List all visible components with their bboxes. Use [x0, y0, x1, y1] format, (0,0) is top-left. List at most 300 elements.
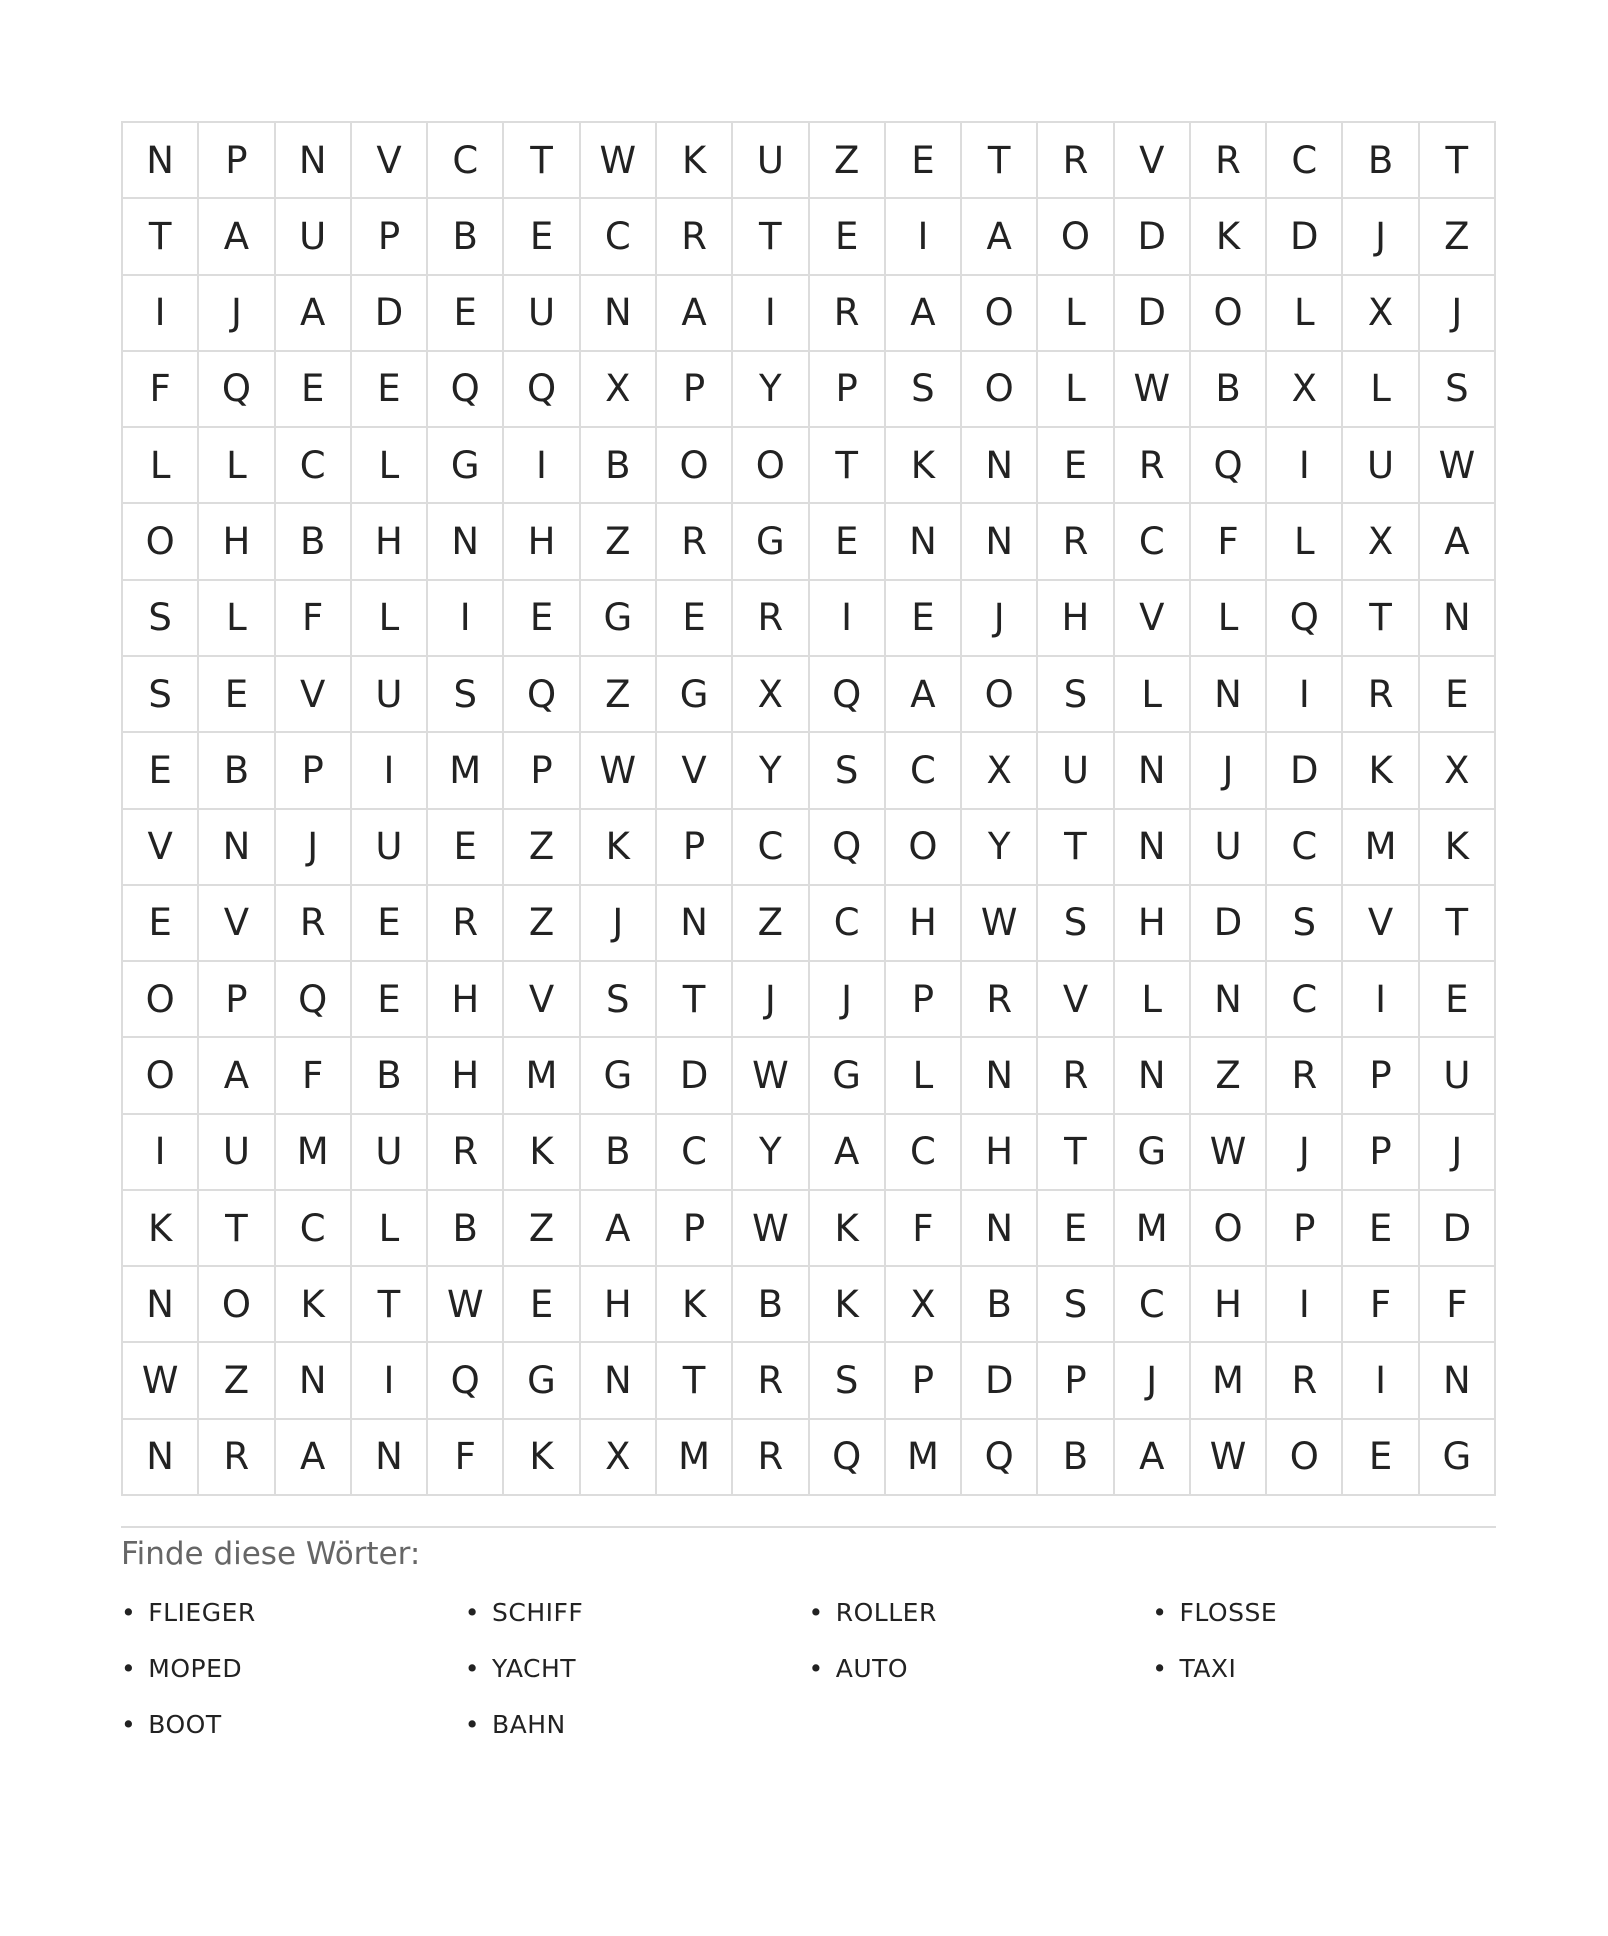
- grid-cell[interactable]: C: [886, 1115, 962, 1191]
- grid-cell[interactable]: P: [199, 962, 275, 1038]
- grid-cell[interactable]: S: [1038, 886, 1114, 962]
- grid-cell[interactable]: R: [657, 504, 733, 580]
- grid-cell[interactable]: A: [886, 657, 962, 733]
- grid-cell[interactable]: L: [886, 1038, 962, 1114]
- grid-cell[interactable]: X: [962, 733, 1038, 809]
- grid-cell[interactable]: G: [428, 428, 504, 504]
- grid-cell[interactable]: E: [123, 733, 199, 809]
- grid-cell[interactable]: H: [504, 504, 580, 580]
- grid-cell[interactable]: K: [1343, 733, 1419, 809]
- grid-cell[interactable]: T: [657, 1343, 733, 1419]
- grid-cell[interactable]: L: [1267, 504, 1343, 580]
- grid-cell[interactable]: Q: [810, 1420, 886, 1496]
- grid-cell[interactable]: A: [810, 1115, 886, 1191]
- grid-cell[interactable]: K: [657, 123, 733, 199]
- grid-cell[interactable]: R: [1038, 1038, 1114, 1114]
- grid-cell[interactable]: R: [733, 1343, 809, 1419]
- grid-cell[interactable]: Y: [733, 1115, 809, 1191]
- grid-cell[interactable]: M: [886, 1420, 962, 1496]
- grid-cell[interactable]: D: [1115, 276, 1191, 352]
- grid-cell[interactable]: C: [276, 1191, 352, 1267]
- grid-cell[interactable]: P: [657, 1191, 733, 1267]
- grid-cell[interactable]: T: [810, 428, 886, 504]
- grid-cell[interactable]: W: [733, 1038, 809, 1114]
- grid-cell[interactable]: H: [428, 962, 504, 1038]
- grid-cell[interactable]: M: [428, 733, 504, 809]
- grid-cell[interactable]: I: [504, 428, 580, 504]
- grid-cell[interactable]: P: [352, 199, 428, 275]
- grid-cell[interactable]: R: [199, 1420, 275, 1496]
- grid-cell[interactable]: U: [352, 657, 428, 733]
- grid-cell[interactable]: S: [428, 657, 504, 733]
- grid-cell[interactable]: E: [276, 352, 352, 428]
- grid-cell[interactable]: O: [886, 810, 962, 886]
- grid-cell[interactable]: M: [1191, 1343, 1267, 1419]
- grid-cell[interactable]: B: [352, 1038, 428, 1114]
- grid-cell[interactable]: R: [962, 962, 1038, 1038]
- grid-cell[interactable]: W: [1420, 428, 1496, 504]
- grid-cell[interactable]: S: [123, 581, 199, 657]
- grid-cell[interactable]: E: [352, 962, 428, 1038]
- grid-cell[interactable]: U: [352, 1115, 428, 1191]
- grid-cell[interactable]: J: [1191, 733, 1267, 809]
- grid-cell[interactable]: C: [428, 123, 504, 199]
- grid-cell[interactable]: D: [1191, 886, 1267, 962]
- grid-cell[interactable]: M: [504, 1038, 580, 1114]
- grid-cell[interactable]: A: [962, 199, 1038, 275]
- grid-cell[interactable]: E: [428, 276, 504, 352]
- grid-cell[interactable]: F: [1420, 1267, 1496, 1343]
- grid-cell[interactable]: W: [581, 123, 657, 199]
- grid-cell[interactable]: E: [1038, 1191, 1114, 1267]
- grid-cell[interactable]: I: [1267, 1267, 1343, 1343]
- grid-cell[interactable]: V: [504, 962, 580, 1038]
- grid-cell[interactable]: U: [1420, 1038, 1496, 1114]
- grid-cell[interactable]: G: [657, 657, 733, 733]
- grid-cell[interactable]: P: [276, 733, 352, 809]
- grid-cell[interactable]: L: [1115, 657, 1191, 733]
- grid-cell[interactable]: X: [1343, 276, 1419, 352]
- grid-cell[interactable]: W: [581, 733, 657, 809]
- grid-cell[interactable]: L: [1343, 352, 1419, 428]
- grid-cell[interactable]: O: [123, 962, 199, 1038]
- grid-cell[interactable]: N: [581, 1343, 657, 1419]
- grid-cell[interactable]: C: [276, 428, 352, 504]
- grid-cell[interactable]: I: [123, 276, 199, 352]
- grid-cell[interactable]: M: [1115, 1191, 1191, 1267]
- grid-cell[interactable]: R: [276, 886, 352, 962]
- grid-cell[interactable]: T: [504, 123, 580, 199]
- grid-cell[interactable]: O: [1191, 276, 1267, 352]
- grid-cell[interactable]: J: [1420, 1115, 1496, 1191]
- grid-cell[interactable]: I: [352, 733, 428, 809]
- grid-cell[interactable]: U: [1191, 810, 1267, 886]
- grid-cell[interactable]: J: [1420, 276, 1496, 352]
- grid-cell[interactable]: O: [1191, 1191, 1267, 1267]
- grid-cell[interactable]: R: [1343, 657, 1419, 733]
- grid-cell[interactable]: K: [504, 1420, 580, 1496]
- grid-cell[interactable]: N: [1191, 657, 1267, 733]
- grid-cell[interactable]: X: [886, 1267, 962, 1343]
- grid-cell[interactable]: O: [199, 1267, 275, 1343]
- grid-cell[interactable]: H: [428, 1038, 504, 1114]
- grid-cell[interactable]: P: [1267, 1191, 1343, 1267]
- grid-cell[interactable]: J: [581, 886, 657, 962]
- grid-cell[interactable]: I: [123, 1115, 199, 1191]
- grid-cell[interactable]: B: [733, 1267, 809, 1343]
- grid-cell[interactable]: M: [657, 1420, 733, 1496]
- grid-cell[interactable]: U: [733, 123, 809, 199]
- grid-cell[interactable]: Z: [504, 810, 580, 886]
- grid-cell[interactable]: I: [1343, 1343, 1419, 1419]
- grid-cell[interactable]: D: [962, 1343, 1038, 1419]
- grid-cell[interactable]: V: [352, 123, 428, 199]
- grid-cell[interactable]: L: [352, 581, 428, 657]
- grid-cell[interactable]: K: [123, 1191, 199, 1267]
- grid-cell[interactable]: N: [276, 1343, 352, 1419]
- grid-cell[interactable]: S: [886, 352, 962, 428]
- grid-cell[interactable]: X: [581, 352, 657, 428]
- grid-cell[interactable]: L: [352, 428, 428, 504]
- grid-cell[interactable]: H: [962, 1115, 1038, 1191]
- grid-cell[interactable]: O: [962, 276, 1038, 352]
- grid-cell[interactable]: W: [1191, 1420, 1267, 1496]
- grid-cell[interactable]: J: [1343, 199, 1419, 275]
- grid-cell[interactable]: W: [962, 886, 1038, 962]
- grid-cell[interactable]: S: [1267, 886, 1343, 962]
- grid-cell[interactable]: V: [199, 886, 275, 962]
- grid-cell[interactable]: N: [581, 276, 657, 352]
- grid-cell[interactable]: B: [199, 733, 275, 809]
- grid-cell[interactable]: T: [1038, 1115, 1114, 1191]
- grid-cell[interactable]: E: [1420, 962, 1496, 1038]
- grid-cell[interactable]: Q: [428, 352, 504, 428]
- grid-cell[interactable]: W: [1191, 1115, 1267, 1191]
- grid-cell[interactable]: V: [1038, 962, 1114, 1038]
- grid-cell[interactable]: G: [581, 581, 657, 657]
- grid-cell[interactable]: B: [581, 428, 657, 504]
- grid-cell[interactable]: J: [276, 810, 352, 886]
- grid-cell[interactable]: T: [1343, 581, 1419, 657]
- grid-cell[interactable]: H: [581, 1267, 657, 1343]
- grid-cell[interactable]: U: [504, 276, 580, 352]
- grid-cell[interactable]: A: [886, 276, 962, 352]
- grid-cell[interactable]: Q: [504, 657, 580, 733]
- grid-cell[interactable]: T: [1038, 810, 1114, 886]
- grid-cell[interactable]: L: [1038, 276, 1114, 352]
- grid-cell[interactable]: E: [352, 352, 428, 428]
- grid-cell[interactable]: G: [810, 1038, 886, 1114]
- grid-cell[interactable]: P: [1343, 1038, 1419, 1114]
- grid-cell[interactable]: X: [1420, 733, 1496, 809]
- grid-cell[interactable]: T: [123, 199, 199, 275]
- grid-cell[interactable]: K: [1191, 199, 1267, 275]
- grid-cell[interactable]: P: [810, 352, 886, 428]
- grid-cell[interactable]: K: [581, 810, 657, 886]
- grid-cell[interactable]: Q: [1191, 428, 1267, 504]
- grid-cell[interactable]: N: [123, 1420, 199, 1496]
- grid-cell[interactable]: I: [810, 581, 886, 657]
- grid-cell[interactable]: N: [1420, 1343, 1496, 1419]
- grid-cell[interactable]: H: [1191, 1267, 1267, 1343]
- grid-cell[interactable]: N: [428, 504, 504, 580]
- grid-cell[interactable]: O: [123, 504, 199, 580]
- grid-cell[interactable]: I: [1267, 428, 1343, 504]
- grid-cell[interactable]: W: [733, 1191, 809, 1267]
- grid-cell[interactable]: L: [123, 428, 199, 504]
- grid-cell[interactable]: A: [276, 276, 352, 352]
- grid-cell[interactable]: F: [276, 581, 352, 657]
- grid-cell[interactable]: A: [276, 1420, 352, 1496]
- grid-cell[interactable]: Q: [428, 1343, 504, 1419]
- grid-cell[interactable]: C: [810, 886, 886, 962]
- grid-cell[interactable]: N: [1420, 581, 1496, 657]
- grid-cell[interactable]: N: [657, 886, 733, 962]
- grid-cell[interactable]: E: [1420, 657, 1496, 733]
- grid-cell[interactable]: L: [1191, 581, 1267, 657]
- grid-cell[interactable]: E: [352, 886, 428, 962]
- grid-cell[interactable]: D: [1267, 199, 1343, 275]
- grid-cell[interactable]: I: [352, 1343, 428, 1419]
- grid-cell[interactable]: A: [1115, 1420, 1191, 1496]
- grid-cell[interactable]: N: [962, 1038, 1038, 1114]
- grid-cell[interactable]: J: [962, 581, 1038, 657]
- grid-cell[interactable]: Q: [504, 352, 580, 428]
- grid-cell[interactable]: Q: [962, 1420, 1038, 1496]
- grid-cell[interactable]: B: [428, 1191, 504, 1267]
- grid-cell[interactable]: H: [352, 504, 428, 580]
- grid-cell[interactable]: I: [886, 199, 962, 275]
- grid-cell[interactable]: S: [810, 1343, 886, 1419]
- grid-cell[interactable]: E: [504, 1267, 580, 1343]
- grid-cell[interactable]: P: [199, 123, 275, 199]
- grid-cell[interactable]: V: [1343, 886, 1419, 962]
- grid-cell[interactable]: E: [810, 199, 886, 275]
- grid-cell[interactable]: U: [1343, 428, 1419, 504]
- grid-cell[interactable]: C: [733, 810, 809, 886]
- grid-cell[interactable]: R: [1038, 504, 1114, 580]
- grid-cell[interactable]: M: [1343, 810, 1419, 886]
- grid-cell[interactable]: K: [276, 1267, 352, 1343]
- grid-cell[interactable]: X: [1343, 504, 1419, 580]
- grid-cell[interactable]: S: [123, 657, 199, 733]
- grid-cell[interactable]: K: [886, 428, 962, 504]
- grid-cell[interactable]: T: [733, 199, 809, 275]
- grid-cell[interactable]: T: [1420, 886, 1496, 962]
- grid-cell[interactable]: C: [1267, 810, 1343, 886]
- grid-cell[interactable]: B: [962, 1267, 1038, 1343]
- grid-cell[interactable]: R: [428, 1115, 504, 1191]
- grid-cell[interactable]: B: [276, 504, 352, 580]
- grid-cell[interactable]: T: [199, 1191, 275, 1267]
- grid-cell[interactable]: I: [733, 276, 809, 352]
- grid-cell[interactable]: Y: [733, 352, 809, 428]
- grid-cell[interactable]: N: [276, 123, 352, 199]
- grid-cell[interactable]: P: [657, 810, 733, 886]
- grid-cell[interactable]: R: [428, 886, 504, 962]
- grid-cell[interactable]: U: [352, 810, 428, 886]
- grid-cell[interactable]: R: [810, 276, 886, 352]
- grid-cell[interactable]: Q: [199, 352, 275, 428]
- grid-cell[interactable]: Q: [276, 962, 352, 1038]
- grid-cell[interactable]: G: [733, 504, 809, 580]
- grid-cell[interactable]: P: [504, 733, 580, 809]
- grid-cell[interactable]: N: [123, 1267, 199, 1343]
- grid-cell[interactable]: O: [657, 428, 733, 504]
- grid-cell[interactable]: V: [1115, 123, 1191, 199]
- grid-cell[interactable]: O: [1038, 199, 1114, 275]
- grid-cell[interactable]: Q: [810, 657, 886, 733]
- grid-cell[interactable]: G: [504, 1343, 580, 1419]
- grid-cell[interactable]: U: [276, 199, 352, 275]
- grid-cell[interactable]: X: [733, 657, 809, 733]
- grid-cell[interactable]: N: [962, 1191, 1038, 1267]
- grid-cell[interactable]: P: [886, 1343, 962, 1419]
- grid-cell[interactable]: P: [1343, 1115, 1419, 1191]
- grid-cell[interactable]: N: [1115, 1038, 1191, 1114]
- grid-cell[interactable]: Z: [581, 657, 657, 733]
- grid-cell[interactable]: E: [1343, 1191, 1419, 1267]
- grid-cell[interactable]: W: [123, 1343, 199, 1419]
- grid-cell[interactable]: Q: [810, 810, 886, 886]
- grid-cell[interactable]: G: [1115, 1115, 1191, 1191]
- grid-cell[interactable]: B: [1191, 352, 1267, 428]
- grid-cell[interactable]: Z: [504, 1191, 580, 1267]
- grid-cell[interactable]: S: [1038, 1267, 1114, 1343]
- grid-cell[interactable]: C: [1267, 962, 1343, 1038]
- grid-cell[interactable]: V: [1115, 581, 1191, 657]
- grid-cell[interactable]: I: [1267, 657, 1343, 733]
- grid-cell[interactable]: C: [581, 199, 657, 275]
- grid-cell[interactable]: M: [276, 1115, 352, 1191]
- grid-cell[interactable]: T: [1420, 123, 1496, 199]
- grid-cell[interactable]: E: [1343, 1420, 1419, 1496]
- grid-cell[interactable]: O: [1267, 1420, 1343, 1496]
- grid-cell[interactable]: R: [1191, 123, 1267, 199]
- grid-cell[interactable]: L: [199, 428, 275, 504]
- grid-cell[interactable]: P: [657, 352, 733, 428]
- grid-cell[interactable]: Z: [581, 504, 657, 580]
- grid-cell[interactable]: F: [886, 1191, 962, 1267]
- grid-cell[interactable]: N: [199, 810, 275, 886]
- grid-cell[interactable]: B: [581, 1115, 657, 1191]
- grid-cell[interactable]: C: [657, 1115, 733, 1191]
- grid-cell[interactable]: Z: [1420, 199, 1496, 275]
- grid-cell[interactable]: Y: [962, 810, 1038, 886]
- grid-cell[interactable]: R: [1115, 428, 1191, 504]
- grid-cell[interactable]: G: [581, 1038, 657, 1114]
- grid-cell[interactable]: R: [1267, 1038, 1343, 1114]
- grid-cell[interactable]: F: [1191, 504, 1267, 580]
- grid-cell[interactable]: U: [1038, 733, 1114, 809]
- grid-cell[interactable]: R: [1267, 1343, 1343, 1419]
- grid-cell[interactable]: A: [581, 1191, 657, 1267]
- grid-cell[interactable]: C: [886, 733, 962, 809]
- grid-cell[interactable]: K: [1420, 810, 1496, 886]
- grid-cell[interactable]: T: [962, 123, 1038, 199]
- grid-cell[interactable]: N: [123, 123, 199, 199]
- grid-cell[interactable]: J: [733, 962, 809, 1038]
- grid-cell[interactable]: L: [352, 1191, 428, 1267]
- grid-cell[interactable]: G: [1420, 1420, 1496, 1496]
- grid-cell[interactable]: N: [886, 504, 962, 580]
- grid-cell[interactable]: K: [810, 1267, 886, 1343]
- grid-cell[interactable]: J: [810, 962, 886, 1038]
- grid-cell[interactable]: S: [810, 733, 886, 809]
- grid-cell[interactable]: K: [657, 1267, 733, 1343]
- grid-cell[interactable]: F: [276, 1038, 352, 1114]
- grid-cell[interactable]: A: [199, 1038, 275, 1114]
- grid-cell[interactable]: O: [962, 657, 1038, 733]
- grid-cell[interactable]: H: [1115, 886, 1191, 962]
- grid-cell[interactable]: X: [1267, 352, 1343, 428]
- grid-cell[interactable]: W: [1115, 352, 1191, 428]
- grid-cell[interactable]: B: [428, 199, 504, 275]
- grid-cell[interactable]: E: [428, 810, 504, 886]
- grid-cell[interactable]: L: [1038, 352, 1114, 428]
- grid-cell[interactable]: V: [123, 810, 199, 886]
- grid-cell[interactable]: Z: [504, 886, 580, 962]
- grid-cell[interactable]: Z: [199, 1343, 275, 1419]
- grid-cell[interactable]: N: [1115, 810, 1191, 886]
- grid-cell[interactable]: F: [428, 1420, 504, 1496]
- grid-cell[interactable]: N: [352, 1420, 428, 1496]
- grid-cell[interactable]: V: [657, 733, 733, 809]
- grid-cell[interactable]: B: [1343, 123, 1419, 199]
- grid-cell[interactable]: O: [962, 352, 1038, 428]
- grid-cell[interactable]: J: [1267, 1115, 1343, 1191]
- grid-cell[interactable]: L: [1115, 962, 1191, 1038]
- grid-cell[interactable]: L: [1267, 276, 1343, 352]
- grid-cell[interactable]: L: [199, 581, 275, 657]
- grid-cell[interactable]: H: [199, 504, 275, 580]
- grid-cell[interactable]: E: [123, 886, 199, 962]
- grid-cell[interactable]: N: [962, 504, 1038, 580]
- grid-cell[interactable]: C: [1267, 123, 1343, 199]
- grid-cell[interactable]: I: [428, 581, 504, 657]
- grid-cell[interactable]: F: [1343, 1267, 1419, 1343]
- grid-cell[interactable]: R: [733, 1420, 809, 1496]
- grid-cell[interactable]: S: [1420, 352, 1496, 428]
- grid-cell[interactable]: O: [733, 428, 809, 504]
- grid-cell[interactable]: C: [1115, 1267, 1191, 1343]
- grid-cell[interactable]: V: [276, 657, 352, 733]
- grid-cell[interactable]: O: [123, 1038, 199, 1114]
- grid-cell[interactable]: K: [504, 1115, 580, 1191]
- grid-cell[interactable]: W: [428, 1267, 504, 1343]
- grid-cell[interactable]: N: [1191, 962, 1267, 1038]
- grid-cell[interactable]: R: [1038, 123, 1114, 199]
- grid-cell[interactable]: E: [810, 504, 886, 580]
- grid-cell[interactable]: A: [657, 276, 733, 352]
- grid-cell[interactable]: E: [657, 581, 733, 657]
- grid-cell[interactable]: J: [199, 276, 275, 352]
- grid-cell[interactable]: P: [1038, 1343, 1114, 1419]
- grid-cell[interactable]: T: [657, 962, 733, 1038]
- grid-cell[interactable]: Z: [733, 886, 809, 962]
- grid-cell[interactable]: P: [886, 962, 962, 1038]
- grid-cell[interactable]: Z: [810, 123, 886, 199]
- grid-cell[interactable]: R: [657, 199, 733, 275]
- grid-cell[interactable]: S: [1038, 657, 1114, 733]
- grid-cell[interactable]: J: [1115, 1343, 1191, 1419]
- grid-cell[interactable]: E: [504, 581, 580, 657]
- grid-cell[interactable]: N: [962, 428, 1038, 504]
- grid-cell[interactable]: E: [886, 581, 962, 657]
- grid-cell[interactable]: E: [504, 199, 580, 275]
- grid-cell[interactable]: D: [1115, 199, 1191, 275]
- grid-cell[interactable]: I: [1343, 962, 1419, 1038]
